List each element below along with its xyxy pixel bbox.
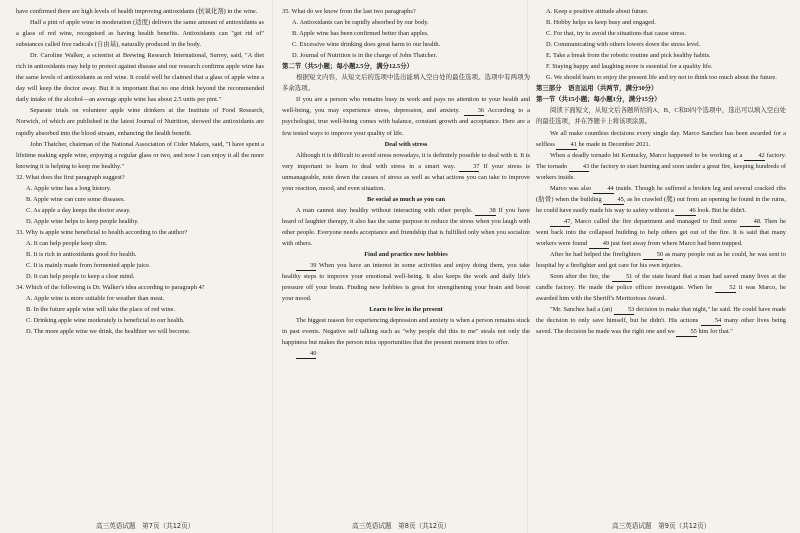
instructions: 根据短文内容，从短文后的选项中选出能填入空白处的最佳选项。选项中有两项为多余选项。: [282, 74, 530, 93]
option: C. It is mainly made from fermented apple juice.: [26, 262, 151, 270]
paragraph: 47, Marco called the fire department and managed to find some 48. Then he went back into the collapsed building to help others get out of the fire. It is said that many workers were found 49 just feet away from where Marco had been trapped.: [536, 217, 786, 247]
paragraph: Marco was also 44 inside. Though he suffered a broken leg and several cracked ribs (肋骨) when the building 45, as he crawled (爬) out from an opening he found in the ruins, he could have easily made his way to safety without a 46 look. But he didn't.: [536, 184, 786, 214]
paragraph: If you are a person who remains busy in work and pays no attention to your health and well-being, you may experience stress, depression, and anxiety. 36 According to a psychologist, true well-being comes with balance, constant growth and acceptance. Here are a few tested ways to improve your quality of life.: [282, 96, 530, 137]
option: B. In the future apple wine will take the place of red wine.: [26, 306, 176, 314]
page-divider: [272, 0, 273, 533]
blank-45: 45: [603, 195, 623, 205]
blank-48: 48: [740, 217, 760, 227]
subsection-heading: 第一节（共15小题；每小题1分，满分15分）: [536, 96, 661, 104]
blank-42: 42: [744, 151, 764, 161]
blank-36: 36: [464, 106, 484, 116]
option: D. It can help people to keep a clear mind.: [26, 273, 135, 281]
blank-44: 44: [593, 184, 613, 194]
question-35: 35. What do we know from the last two paragraphs?: [282, 8, 416, 15]
paragraph: After he had helped the firefighters 50 as many people out as he could, he was sent to hospital by a firefighter and got care for his own injuries.: [536, 251, 786, 270]
paragraph: A man cannot stay healthy without interacting with other people. 38 If you have heard of laughter therapy, it also has the same purpose to reduce the stress when you laugh with other people. Everyone needs acceptance and friendship that is fulfilled only when you socialize with others.: [282, 206, 530, 247]
paragraph: Although it is difficult to avoid stress nowadays, it is definitely possible to deal with it. It is very important to learn to deal with stress in a smart way. 37 If your stress is unmanageable, note down the causes of stress as well as what actions you can take to improve your reaction, mood, and even situation.: [282, 151, 530, 192]
blank-39: 39: [296, 261, 316, 271]
option: F. Staying happy and laughing more is essential for a quality life.: [546, 63, 713, 71]
subheading: Learn to live in the present: [369, 306, 443, 314]
page-9-column: [536, 6, 786, 518]
question-32: 32. What does the first paragraph suggest?: [16, 173, 125, 181]
paragraph: 39 When you have an interest in some activities and enjoy doing them, you take healthy steps to improve your emotional well-being. It also keeps the work and daily life's pressure off your brain. Finding new hobbies is great for strengthening your brain and boost your mood.: [282, 262, 530, 303]
subheading: Be social as much as you can: [366, 195, 446, 203]
page-footer: 高三英语试题 第8页（共12页）: [352, 522, 451, 530]
paragraph: We all make countless decisions every single day. Marco Sanchez has been awarded for a selfless 41 he made in December 2021.: [536, 129, 786, 148]
paragraph: When a deadly tornado hit Kentucky, Marco happened to be working at a 42 factory. The tornado 43 the factory to start burning and soon under a great fire, keeping hundreds of workers inside.: [536, 151, 786, 181]
blank-47: 47: [550, 217, 570, 227]
option: C. For that, try to avoid the situations that cause stress.: [546, 30, 687, 38]
paragraph: Half a pint of apple wine in moderation (适度) delivers the same amount of antioxidants as a glass of red wine, recognised as having health benefits. Antioxidants can "get rid of" substances called free radicals (自由基), naturally produced in the body.: [16, 19, 264, 49]
blank-38: 38: [475, 206, 495, 216]
blank-50: 50: [643, 250, 663, 260]
section-heading: 第三部分 语言运用（共两节，满分30分）: [536, 85, 658, 93]
option: B. Hobby helps us keep busy and engaged.: [546, 19, 656, 27]
paragraph: The biggest reason for experiencing depression and anxiety is when a person remains stuck in past events. Negative self talking such as "why people did this to me" steals not only the happiness but makes the person miss opportunities that the present moment tries to offer.: [282, 317, 530, 347]
subheading: Find and practice new hobbies: [364, 251, 448, 259]
blank-37: 37: [459, 162, 479, 172]
option: D. Communicating with others lowers down the stress level.: [546, 41, 701, 49]
paragraph: [282, 348, 530, 359]
blank-43: 43: [569, 162, 589, 172]
option: E. Take a break from the robotic routine and pick healthy habits.: [546, 52, 711, 60]
paragraph: have confirmed there are high levels of health improving antioxidants (抗氧化剂) in the wine.: [16, 8, 258, 15]
blank-55: 55: [676, 327, 696, 337]
subheading: Deal with stress: [384, 140, 428, 148]
option: D. Apple wine helps to keep people healthy.: [26, 217, 139, 225]
option: A. Apple wine has a long history.: [26, 184, 112, 192]
option: C. As apple a day keeps the doctor away.: [26, 206, 131, 214]
option: B. Apple wine has been confirmed better than apples.: [292, 30, 429, 38]
option: B. It is rich in antioxidants good for health.: [26, 251, 137, 259]
option: G. We should learn to enjoy the present life and try not to think too much about the future.: [546, 74, 777, 82]
blank-53: 53: [614, 305, 634, 315]
paragraph: "Mr. Sanchez had a (an) 53 decision to make that night," he said. He could have made the decision to only save himself, but he didn't. His actions 54 many other lives being saved. The decision he made was the right one and we 55 him for that.": [536, 306, 786, 336]
instructions: 阅读下面短文，从短文后各题所给的A、B、C和D四个选项中，选出可以填入空白处的最佳选项，并在答题卡上将该项涂黑。: [536, 107, 786, 126]
page-7-column: [16, 6, 264, 518]
page-8-column: [282, 6, 530, 518]
option: A. Antioxidants can be rapidly absorbed by our body.: [292, 19, 429, 27]
paragraph: Dr. Caroline Walker, a scientist at Brewing Research International, Surrey, said, "A diet rich in antioxidants may help to protect against disease and our research confirms apple wine has the same levels of antioxidants as red wine. It could well be claimed that a glass of apple wine a day will keep the doctor away. But it is important that no one drink beyond the recommended daily intake of the alcohol—an average apple wine has about 2.5 units per pint.": [16, 52, 264, 104]
option: B. Apple wine can cure some diseases.: [26, 195, 126, 203]
page-footer: 高三英语试题 第9页（共12页）: [612, 522, 711, 530]
option: A. Keep a positive attitude about future.: [546, 8, 649, 15]
blank-51: 51: [612, 272, 632, 282]
page-footer: 高三英语试题 第7页（共12页）: [96, 522, 195, 530]
blank-49: 49: [589, 239, 609, 249]
option: D. Journal of Nutrition is in the charge of John Thatcher.: [292, 52, 437, 60]
question-33: 33. Why is apple wine beneficial to health according to the author?: [16, 228, 188, 236]
blank-46: 46: [675, 206, 695, 216]
option: C. Excessive wine drinking does great harm to our health.: [292, 41, 441, 49]
paragraph: Separate trials on volunteer apple wine drinkers at the Institute of Food Research, Norwich, of which are published in the latest Journal of Nutrition, showed the antioxidants are rapidly absorbed into the blood stream, enhancing the health benefit.: [16, 107, 264, 137]
blank-40: 40: [296, 349, 316, 359]
blank-52: 52: [715, 283, 735, 293]
section-heading: 第二节（共5小题；每小题2.5分，满分12.5分）: [282, 63, 414, 71]
blank-41: 41: [556, 140, 576, 150]
option: A. Apple wine is more suitable for weather than meat.: [26, 295, 165, 303]
option: D. The more apple wine we drink, the healthier we will become.: [26, 328, 191, 336]
blank-54: 54: [701, 316, 721, 326]
paragraph: Soon after the fire, the 51 of the state heard that a man had saved many lives at the candle factory. He made the police officer investigate. When he 52 it was Marco, he awarded him with the Sheriff's Meritorious Award.: [536, 273, 786, 303]
paragraph: John Thatcher, chairman of the National Association of Cider Makers, said, "I have spent a lifetime making apple wine, enjoying a regular glass or two, and now I can enjoy it all the more knowing it is helping to keep me healthy.": [16, 140, 264, 170]
option: C. Drinking apple wine moderately is beneficial to our health.: [26, 317, 185, 325]
question-34: 34. Which of the following is Dr. Walker's idea according to paragraph 4?: [16, 284, 205, 292]
option: A. It can help people keep slim.: [26, 239, 108, 247]
